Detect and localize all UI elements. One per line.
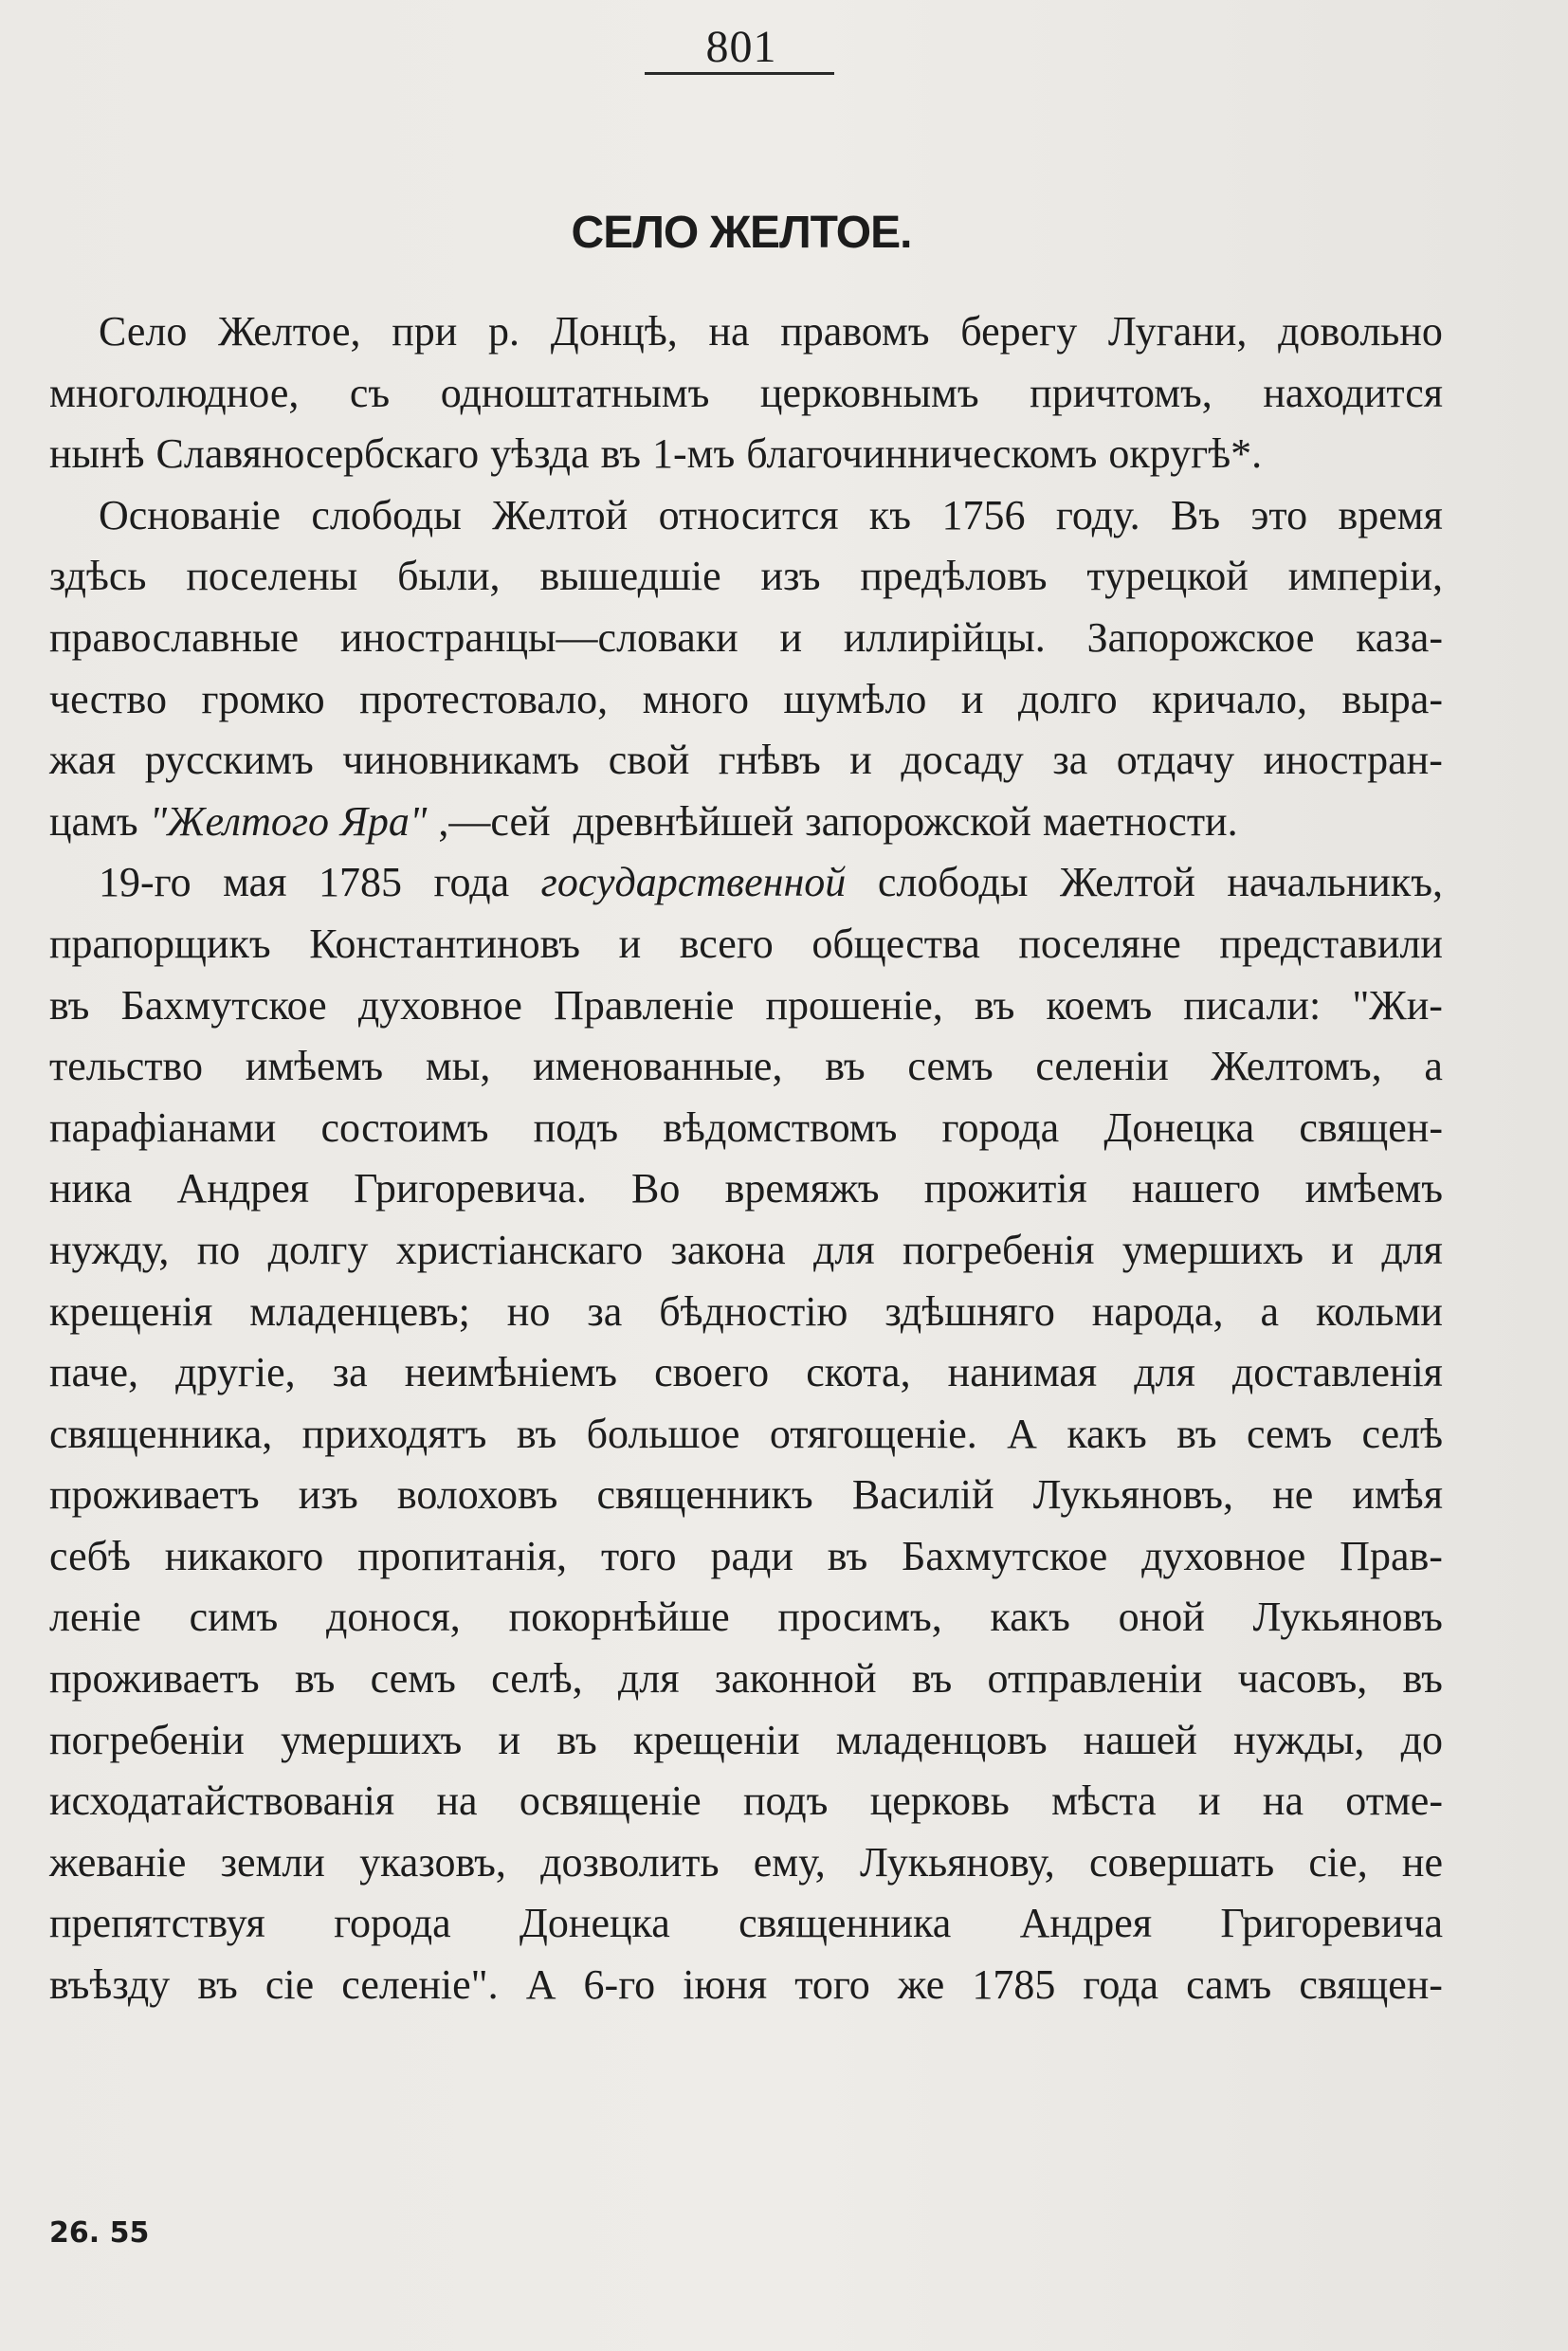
word: духовное bbox=[357, 981, 522, 1029]
word: подъ bbox=[742, 1777, 829, 1825]
word: дозволить bbox=[540, 1838, 720, 1886]
word: общества bbox=[811, 920, 980, 967]
word: не bbox=[1272, 1471, 1314, 1519]
word: священ- bbox=[1299, 1961, 1443, 2009]
word bbox=[340, 792, 562, 853]
word: закона bbox=[670, 1226, 786, 1273]
text-line bbox=[49, 1158, 1443, 1220]
word: ника bbox=[49, 1165, 133, 1212]
word: Село bbox=[99, 308, 188, 355]
word: многолюдное, bbox=[49, 369, 300, 416]
word: погребенія bbox=[902, 1226, 1095, 1273]
word: при bbox=[392, 308, 458, 355]
text-line bbox=[49, 1893, 1443, 1955]
word: того bbox=[794, 1961, 870, 2009]
text-line bbox=[49, 1587, 1443, 1649]
word: поселены bbox=[186, 553, 358, 600]
word: Основаніе bbox=[99, 491, 281, 538]
text-line bbox=[49, 546, 1443, 608]
word: священникъ bbox=[596, 1471, 813, 1519]
word: крещенія bbox=[49, 1287, 213, 1335]
word: священника bbox=[738, 1900, 952, 1947]
word: освященіе bbox=[519, 1777, 702, 1825]
word: въ bbox=[911, 1655, 953, 1703]
word: жеваніе bbox=[49, 1838, 187, 1886]
word: турецкой bbox=[1086, 553, 1249, 600]
word: довольно bbox=[1278, 308, 1443, 355]
word: кольми bbox=[1316, 1287, 1443, 1335]
word: времяжъ bbox=[724, 1165, 880, 1212]
word: были, bbox=[397, 553, 501, 600]
word: Донцѣ, bbox=[550, 308, 678, 355]
word: вѣдомствомъ bbox=[663, 1103, 898, 1151]
word: въ bbox=[825, 1043, 866, 1090]
word: большое bbox=[586, 1410, 740, 1457]
word: отдачу bbox=[1116, 737, 1235, 784]
word: русскимъ bbox=[144, 737, 314, 784]
word: представили bbox=[1219, 920, 1443, 967]
text-line bbox=[49, 1098, 1443, 1159]
word: 1756 bbox=[941, 491, 1026, 538]
word: коемъ bbox=[1046, 981, 1153, 1029]
word: "Желтого bbox=[149, 797, 330, 845]
word: приходятъ bbox=[301, 1410, 487, 1457]
word: умершихъ bbox=[1121, 1226, 1304, 1273]
word: гнѣвъ bbox=[718, 737, 821, 784]
word: Яра" bbox=[340, 797, 428, 845]
text-line bbox=[49, 1404, 1443, 1466]
word: погребеніи bbox=[49, 1716, 245, 1763]
word: въ bbox=[974, 981, 1015, 1029]
word: берегу bbox=[960, 308, 1078, 355]
word: проживаетъ bbox=[49, 1655, 260, 1703]
word: неимѣніемъ bbox=[404, 1349, 618, 1396]
word: одноштатнымъ bbox=[440, 369, 710, 416]
word: маетности. bbox=[1042, 797, 1238, 845]
word: и bbox=[779, 613, 803, 661]
word: для bbox=[1381, 1226, 1443, 1273]
word: земли bbox=[220, 1838, 325, 1886]
word: громко bbox=[201, 675, 325, 722]
word: и bbox=[498, 1716, 521, 1763]
word: для bbox=[617, 1655, 680, 1703]
text-line bbox=[49, 1220, 1443, 1282]
word: того bbox=[600, 1532, 677, 1579]
word: Бахмутское bbox=[120, 981, 327, 1029]
word: подъ bbox=[533, 1103, 619, 1151]
word: досаду bbox=[901, 737, 1024, 784]
text-line bbox=[49, 1832, 1443, 1894]
word: исходатайствованія bbox=[49, 1777, 395, 1825]
text-line bbox=[49, 608, 1443, 669]
text-line bbox=[49, 1710, 1443, 1772]
word: на bbox=[436, 1777, 478, 1825]
word: Желтой bbox=[1059, 859, 1195, 906]
word: нашей bbox=[1083, 1716, 1197, 1763]
word: къ bbox=[868, 491, 912, 538]
word: иностран- bbox=[1263, 737, 1443, 784]
word: это bbox=[1250, 491, 1308, 538]
word: по bbox=[196, 1226, 241, 1273]
word: въ bbox=[827, 1532, 868, 1579]
text-line bbox=[49, 1955, 1443, 2016]
word: семъ bbox=[370, 1655, 456, 1703]
page-number-rule bbox=[645, 72, 834, 75]
word: тельство bbox=[49, 1043, 204, 1090]
text-line bbox=[49, 301, 1443, 363]
word: младенцовъ bbox=[835, 1716, 1048, 1763]
word: прапорщикъ bbox=[49, 920, 271, 967]
word: въѣзду bbox=[49, 1961, 171, 2009]
word: семъ bbox=[1246, 1410, 1333, 1457]
word: и bbox=[960, 675, 984, 722]
word: каза- bbox=[1356, 613, 1443, 661]
text-line bbox=[49, 1771, 1443, 1832]
word: въ bbox=[556, 1716, 597, 1763]
word: Прав- bbox=[1340, 1532, 1443, 1579]
word: а bbox=[1260, 1287, 1280, 1335]
word: въ bbox=[49, 981, 90, 1029]
text-line bbox=[49, 792, 1443, 853]
word: на bbox=[1262, 1777, 1304, 1825]
word: благочинническомъ bbox=[746, 430, 1098, 478]
word: нанимая bbox=[947, 1349, 1098, 1396]
word: Желтой bbox=[492, 491, 629, 538]
word: отягощеніе. bbox=[769, 1410, 977, 1457]
text-line bbox=[49, 363, 1443, 425]
word: города bbox=[334, 1900, 451, 1947]
word: Григоревича. bbox=[354, 1165, 587, 1212]
word: на bbox=[708, 308, 750, 355]
word: часовъ, bbox=[1237, 1655, 1368, 1703]
chapter-title: СЕЛО ЖЕЛТОЕ. bbox=[571, 208, 912, 258]
word: иллирійцы. bbox=[843, 613, 1046, 661]
word: не bbox=[1401, 1838, 1443, 1886]
word: въ bbox=[294, 1655, 336, 1703]
word: и bbox=[1331, 1226, 1354, 1273]
word: слободы bbox=[311, 491, 462, 538]
word: Василій bbox=[851, 1471, 994, 1519]
word: селѣ, bbox=[491, 1655, 583, 1703]
word: имѣемъ bbox=[1304, 1165, 1443, 1212]
word: здѣсь bbox=[49, 553, 147, 600]
word: округѣ*. bbox=[1108, 430, 1263, 478]
word: ему, bbox=[753, 1838, 826, 1886]
word: проживаетъ bbox=[49, 1471, 260, 1519]
word: Лукьяновъ, bbox=[1032, 1471, 1234, 1519]
word: состоимъ bbox=[320, 1103, 489, 1151]
word: до bbox=[1400, 1716, 1443, 1763]
word: за bbox=[332, 1349, 368, 1396]
word: же bbox=[897, 1961, 945, 2009]
word: нашего bbox=[1131, 1165, 1261, 1212]
word: въ bbox=[1402, 1655, 1443, 1703]
word: Лукьяновъ bbox=[1252, 1594, 1443, 1641]
word: церковнымъ bbox=[759, 369, 979, 416]
word: донося, bbox=[326, 1594, 461, 1641]
word: Правленіе bbox=[554, 981, 735, 1029]
word: чество bbox=[49, 675, 167, 722]
word: народа, bbox=[1091, 1287, 1224, 1335]
word: 6-го bbox=[583, 1961, 656, 2009]
word: 1-мъ bbox=[652, 430, 736, 478]
word: и bbox=[849, 737, 872, 784]
word: препятствуя bbox=[49, 1900, 265, 1947]
word: году. bbox=[1055, 491, 1140, 538]
word: Запорожское bbox=[1086, 613, 1315, 661]
text-line bbox=[49, 485, 1443, 547]
word: Донецка bbox=[519, 1900, 670, 1947]
word: указовъ, bbox=[359, 1838, 506, 1886]
word: прошеніе, bbox=[765, 981, 943, 1029]
word: мѣста bbox=[1051, 1777, 1157, 1825]
word: покорнѣйше bbox=[508, 1594, 730, 1641]
text-line bbox=[49, 424, 1443, 485]
word: какъ bbox=[1067, 1410, 1147, 1457]
word: для bbox=[1134, 1349, 1195, 1396]
word: для bbox=[812, 1226, 875, 1273]
page-number: 801 bbox=[705, 22, 777, 72]
word: Григоревича bbox=[1220, 1900, 1443, 1947]
word: селѣ bbox=[1361, 1410, 1443, 1457]
word: нынѣ bbox=[49, 430, 145, 478]
word: сіе bbox=[264, 1961, 315, 2009]
word: изъ bbox=[760, 553, 821, 600]
word: прожитія bbox=[923, 1165, 1087, 1212]
word: паче, bbox=[49, 1349, 138, 1396]
text-line bbox=[49, 1036, 1443, 1098]
word: и bbox=[618, 920, 642, 967]
word: совершать bbox=[1089, 1838, 1275, 1886]
word: себѣ bbox=[49, 1532, 131, 1579]
word: вышедшіе bbox=[539, 553, 721, 600]
word: Донецка bbox=[1103, 1103, 1255, 1151]
word: нужды, bbox=[1233, 1716, 1365, 1763]
word: имперіи, bbox=[1287, 553, 1443, 600]
word: имѣя bbox=[1352, 1471, 1443, 1519]
word: запорожской bbox=[805, 797, 1031, 845]
word: цамъ bbox=[49, 797, 138, 845]
word: въ bbox=[1176, 1410, 1217, 1457]
signature-mark: 26. 55 bbox=[49, 2216, 150, 2250]
word: сіе, bbox=[1308, 1838, 1368, 1886]
word: священника, bbox=[49, 1410, 273, 1457]
word: Въ bbox=[1171, 491, 1221, 538]
word: года bbox=[1083, 1961, 1159, 2009]
word: слободы bbox=[877, 859, 1029, 906]
text-line bbox=[49, 669, 1443, 731]
word: находится bbox=[1263, 369, 1443, 416]
word: селеніи bbox=[1035, 1043, 1169, 1090]
word: крещеніи bbox=[632, 1716, 800, 1763]
text-line bbox=[49, 914, 1443, 975]
word: симъ bbox=[189, 1594, 279, 1641]
word: относится bbox=[658, 491, 839, 538]
word: Лукьянову, bbox=[859, 1838, 1055, 1886]
word: Константиновъ bbox=[309, 920, 581, 967]
word: чиновникамъ bbox=[342, 737, 580, 784]
word: мы, bbox=[425, 1043, 491, 1090]
text-line bbox=[49, 1526, 1443, 1588]
word: протестовало, bbox=[359, 675, 609, 722]
word: семъ bbox=[907, 1043, 994, 1090]
word: пропитанія, bbox=[357, 1532, 568, 1579]
word: скота, bbox=[806, 1349, 911, 1396]
word: православные bbox=[49, 613, 300, 661]
word: города bbox=[941, 1103, 1060, 1151]
word: причтомъ, bbox=[1030, 369, 1212, 416]
word: именованные, bbox=[533, 1043, 783, 1090]
word: леніе bbox=[49, 1594, 141, 1641]
word: Во bbox=[631, 1165, 681, 1212]
word: умершихъ bbox=[281, 1716, 463, 1763]
word: иностранцы—словаки bbox=[339, 613, 738, 661]
word: никакого bbox=[164, 1532, 324, 1579]
word: іюня bbox=[683, 1961, 768, 2009]
word: имѣемъ bbox=[245, 1043, 384, 1090]
word: священ- bbox=[1299, 1103, 1443, 1151]
word: ,—сей bbox=[438, 797, 551, 845]
text-line bbox=[49, 852, 1443, 914]
word: въ bbox=[600, 430, 642, 478]
word: А bbox=[525, 1961, 556, 2009]
word: жая bbox=[49, 737, 117, 784]
word: Лугани, bbox=[1107, 308, 1248, 355]
word: отме- bbox=[1345, 1777, 1443, 1825]
word: но bbox=[506, 1287, 551, 1335]
word: время bbox=[1338, 491, 1443, 538]
word: младенцевъ; bbox=[249, 1287, 470, 1335]
word: Желтое, bbox=[218, 308, 361, 355]
word: года bbox=[433, 859, 510, 906]
word: христіанскаго bbox=[395, 1226, 644, 1273]
word: здѣшняго bbox=[884, 1287, 1055, 1335]
word: Славяносербскаго bbox=[155, 430, 480, 478]
word: самъ bbox=[1186, 1961, 1272, 2009]
word: 19-го bbox=[99, 859, 191, 906]
word: Андрея bbox=[176, 1165, 309, 1212]
word: кричало, bbox=[1152, 675, 1307, 722]
word: свой bbox=[608, 737, 690, 784]
word: писали: bbox=[1183, 981, 1322, 1029]
word: другіе, bbox=[175, 1349, 296, 1396]
word: правомъ bbox=[780, 308, 930, 355]
word: поселяне bbox=[1018, 920, 1181, 967]
text-line bbox=[49, 1649, 1443, 1710]
word: церковь bbox=[869, 1777, 1010, 1825]
word: доставленія bbox=[1231, 1349, 1443, 1396]
word: ради bbox=[710, 1532, 793, 1579]
word: всего bbox=[679, 920, 774, 967]
word: изъ bbox=[298, 1471, 358, 1519]
word: Андрея bbox=[1019, 1900, 1153, 1947]
word: много bbox=[642, 675, 749, 722]
word: р. bbox=[488, 308, 520, 355]
word: за bbox=[1052, 737, 1088, 784]
word: долгу bbox=[267, 1226, 369, 1273]
word: просимъ, bbox=[777, 1594, 942, 1641]
word: древнѣйшей bbox=[573, 797, 794, 845]
word: законной bbox=[714, 1655, 877, 1703]
word: А bbox=[1007, 1410, 1037, 1457]
word: своего bbox=[654, 1349, 770, 1396]
word: Желтомъ, bbox=[1211, 1043, 1382, 1090]
text-line bbox=[49, 1282, 1443, 1343]
text-line bbox=[49, 730, 1443, 792]
word: парафіанами bbox=[49, 1103, 277, 1151]
word: шумѣло bbox=[783, 675, 927, 722]
word: селеніе". bbox=[341, 1961, 499, 2009]
body-text bbox=[49, 301, 1443, 2016]
word: а bbox=[1424, 1043, 1443, 1090]
word: государственной bbox=[540, 859, 847, 906]
word: съ bbox=[349, 369, 391, 416]
word: 1785 bbox=[318, 859, 402, 906]
word: Бахмутское bbox=[902, 1532, 1108, 1579]
word: долго bbox=[1017, 675, 1118, 722]
word: въ bbox=[197, 1961, 238, 2009]
word: выра- bbox=[1341, 675, 1443, 722]
word: уѣзда bbox=[490, 430, 590, 478]
word: начальникъ, bbox=[1227, 859, 1443, 906]
word: оной bbox=[1118, 1594, 1205, 1641]
word: въ bbox=[516, 1410, 557, 1457]
word: бѣдностію bbox=[659, 1287, 848, 1335]
word: нужду, bbox=[49, 1226, 170, 1273]
word: 1785 bbox=[972, 1961, 1056, 2009]
word: отправленіи bbox=[987, 1655, 1203, 1703]
word: предѣловъ bbox=[860, 553, 1048, 600]
text-line bbox=[49, 975, 1443, 1037]
word: за bbox=[587, 1287, 623, 1335]
word: волоховъ bbox=[396, 1471, 558, 1519]
word: "Жи- bbox=[1352, 981, 1443, 1029]
word: духовное bbox=[1141, 1532, 1306, 1579]
word: и bbox=[1198, 1777, 1221, 1825]
word: какъ bbox=[990, 1594, 1070, 1641]
text-line bbox=[49, 1465, 1443, 1526]
word: мая bbox=[223, 859, 287, 906]
text-line bbox=[49, 1342, 1443, 1404]
